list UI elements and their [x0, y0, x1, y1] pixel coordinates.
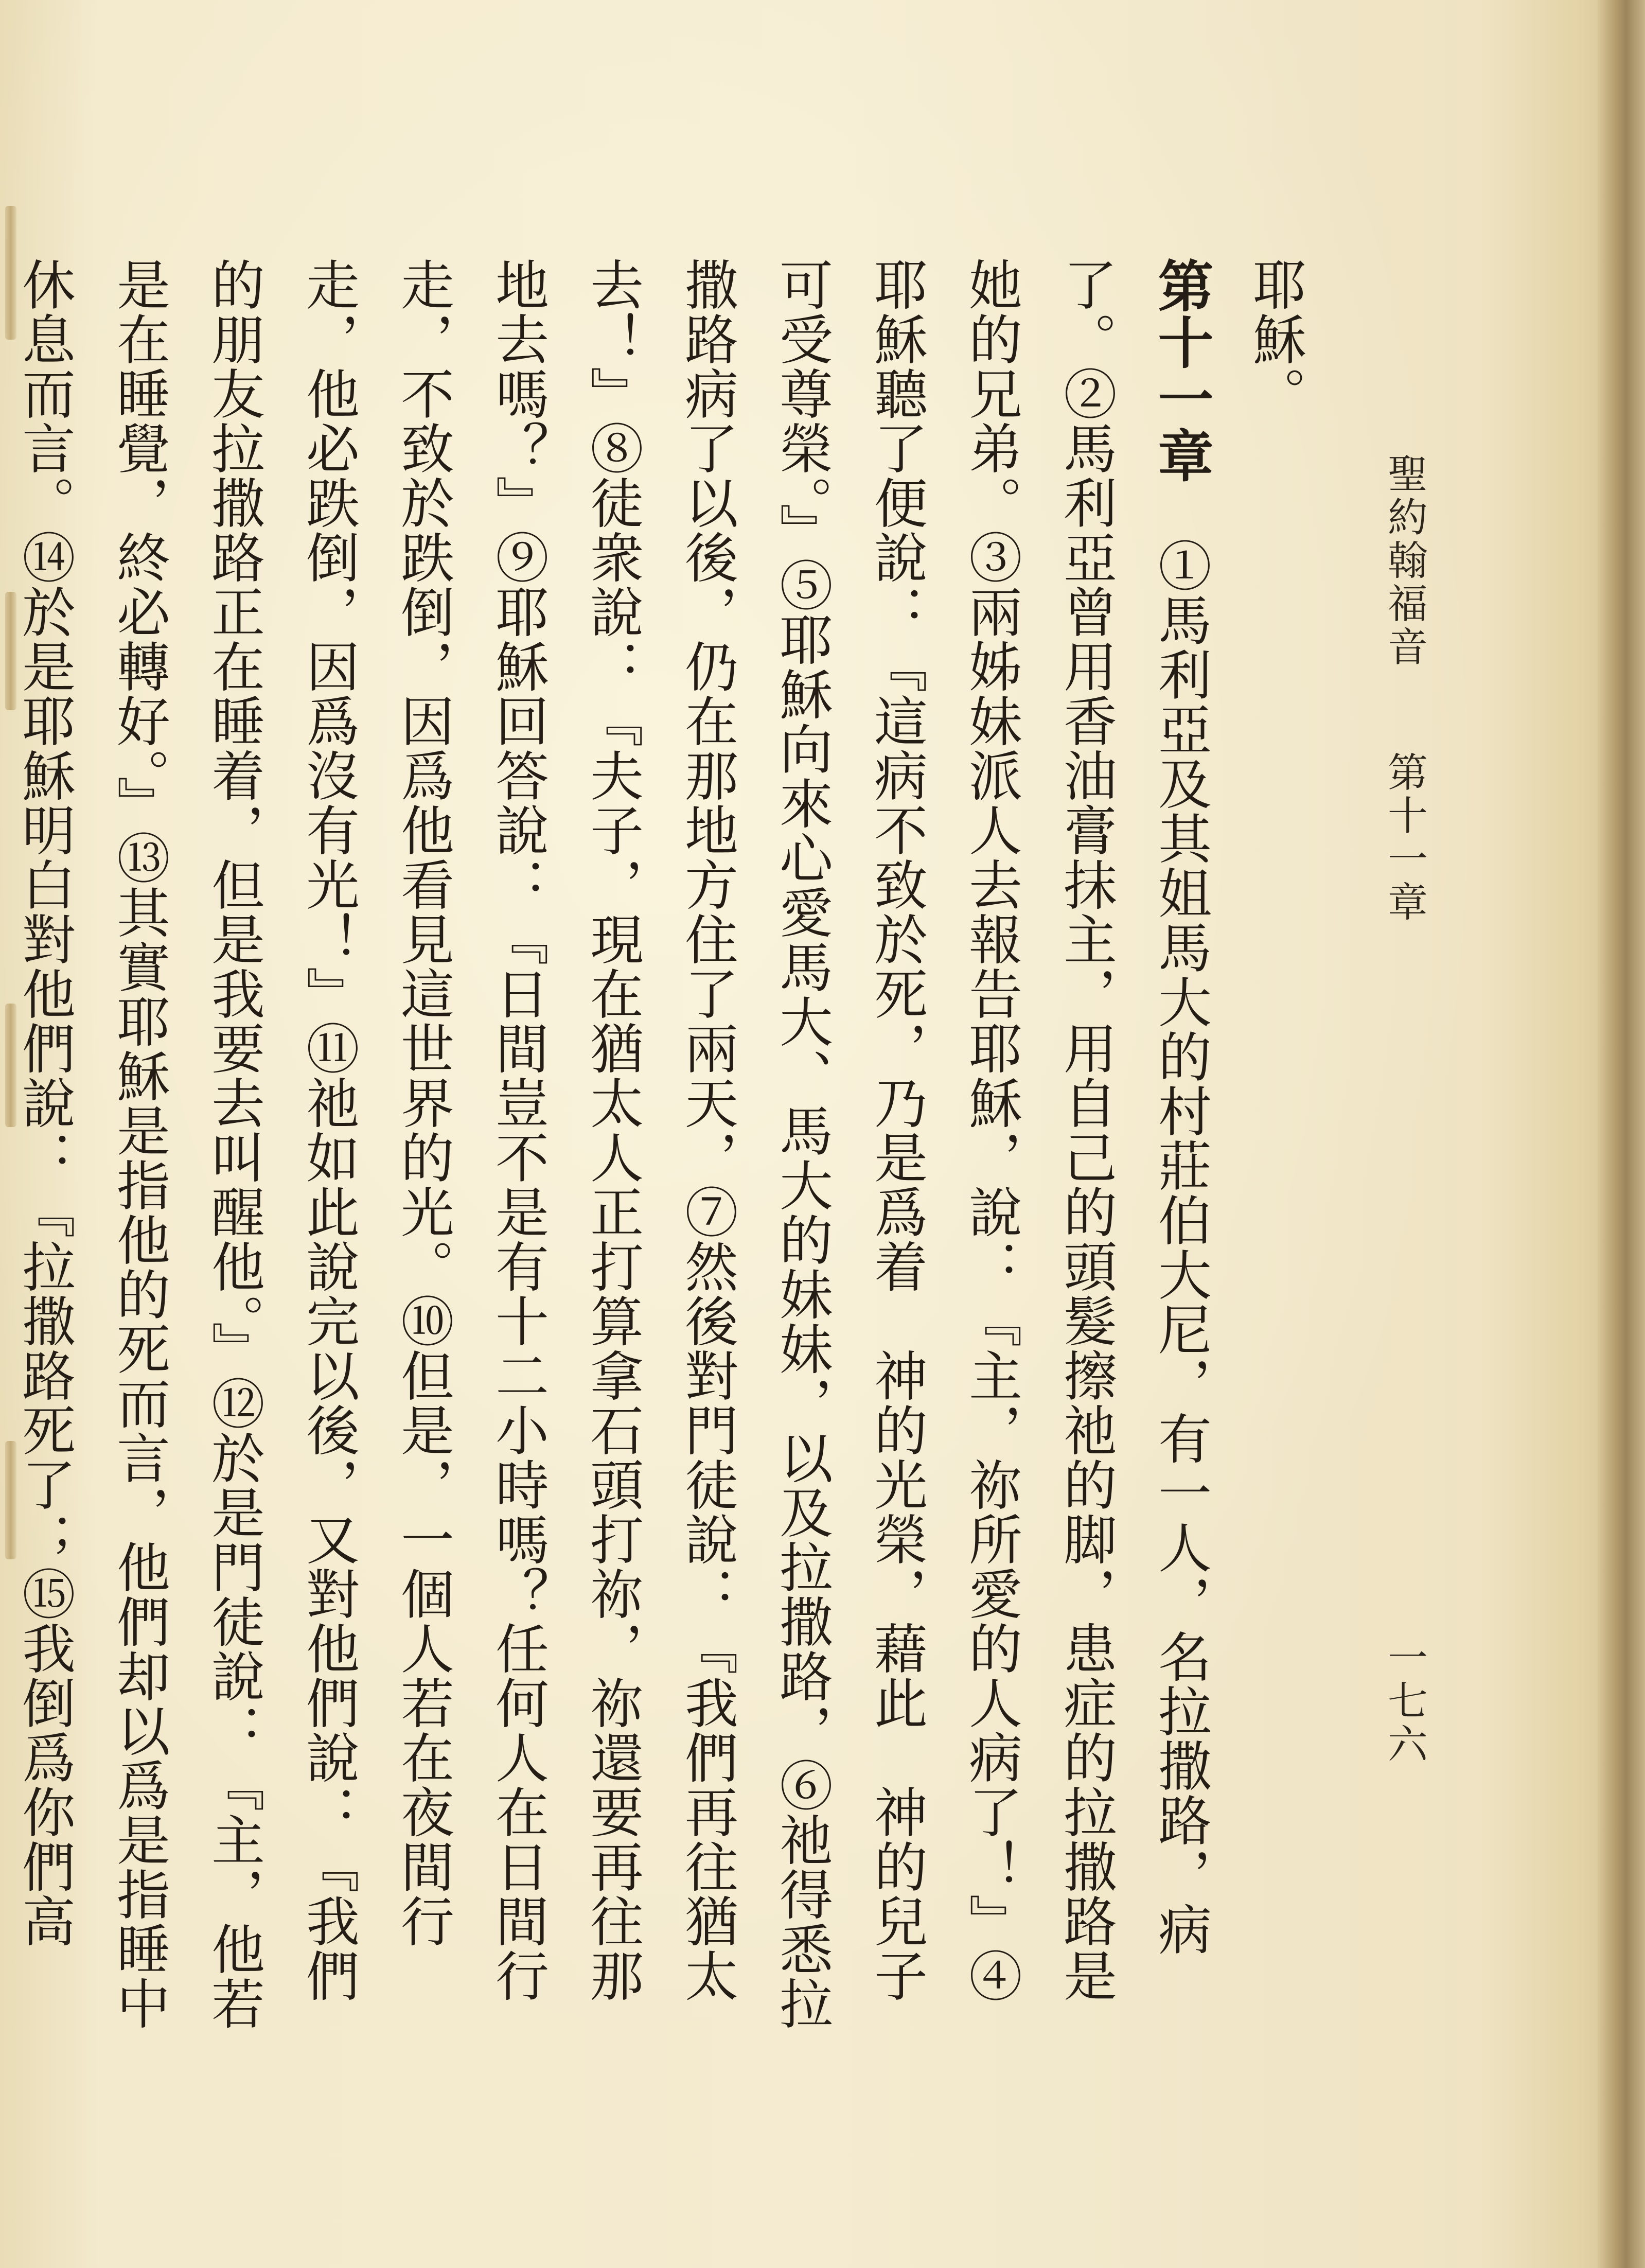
chapter-heading: 第十一章: [1148, 257, 1213, 484]
running-title: 聖約翰福音: [1381, 453, 1427, 669]
body-text: [13, 257, 1322, 2033]
page-edge: [1598, 0, 1645, 2268]
page-header: [1381, 391, 1461, 1781]
carry-over-paragraph: 耶穌。: [1244, 257, 1306, 421]
chapter-paragraph: [0, 257, 1228, 2033]
page-number: 一七六: [1381, 1637, 1427, 1766]
chapter-text: ①馬利亞及其姐馬大的村莊伯大尼，有一人，名拉撒路，病了。②馬利亞曾用香油膏抹主，用自己的頭髮擦祂的脚，患症的拉撒路是她的兄弟。③兩姊妹派人去報告耶穌，說：『主，祢所愛的人病了！』④耶穌聽了便說：『這病不致於死，乃是爲着 神的光榮，藉此 神的兒子可受尊榮。』⑤耶穌向來心愛馬大、馬大的妹妹，以及拉撒路，⑥祂得悉拉撒路病了以後，仍在那地方住了兩天，⑦然後對門徒說：『我們再往猶太去！』⑧徒衆說：『夫子，現在猶太人正打算拿石頭打祢，祢還要再往那地去嗎？』⑨耶穌回答說：『日間豈不是有十二小時嗎？任何人在日間行走，不致於跌倒，因爲他看見這世界的光。⑩但是，一個人若在夜間行走，他必跌倒，因爲沒有光！』⑪祂如此說完以後，又對他們說：『我們的朋友拉撒路正在睡着，但是我要去叫醒他。』⑫於是門徒說：『主，他若是在睡覺，終必轉好。』⑬其實耶穌是指他的死而言，他們却以爲是指睡中休息而言。⑭於是耶穌明白對他們說：『拉撒路死了；⑮我倒爲你們高: [13, 257, 1212, 2031]
chapter-label: 第十一章: [1381, 751, 1427, 924]
